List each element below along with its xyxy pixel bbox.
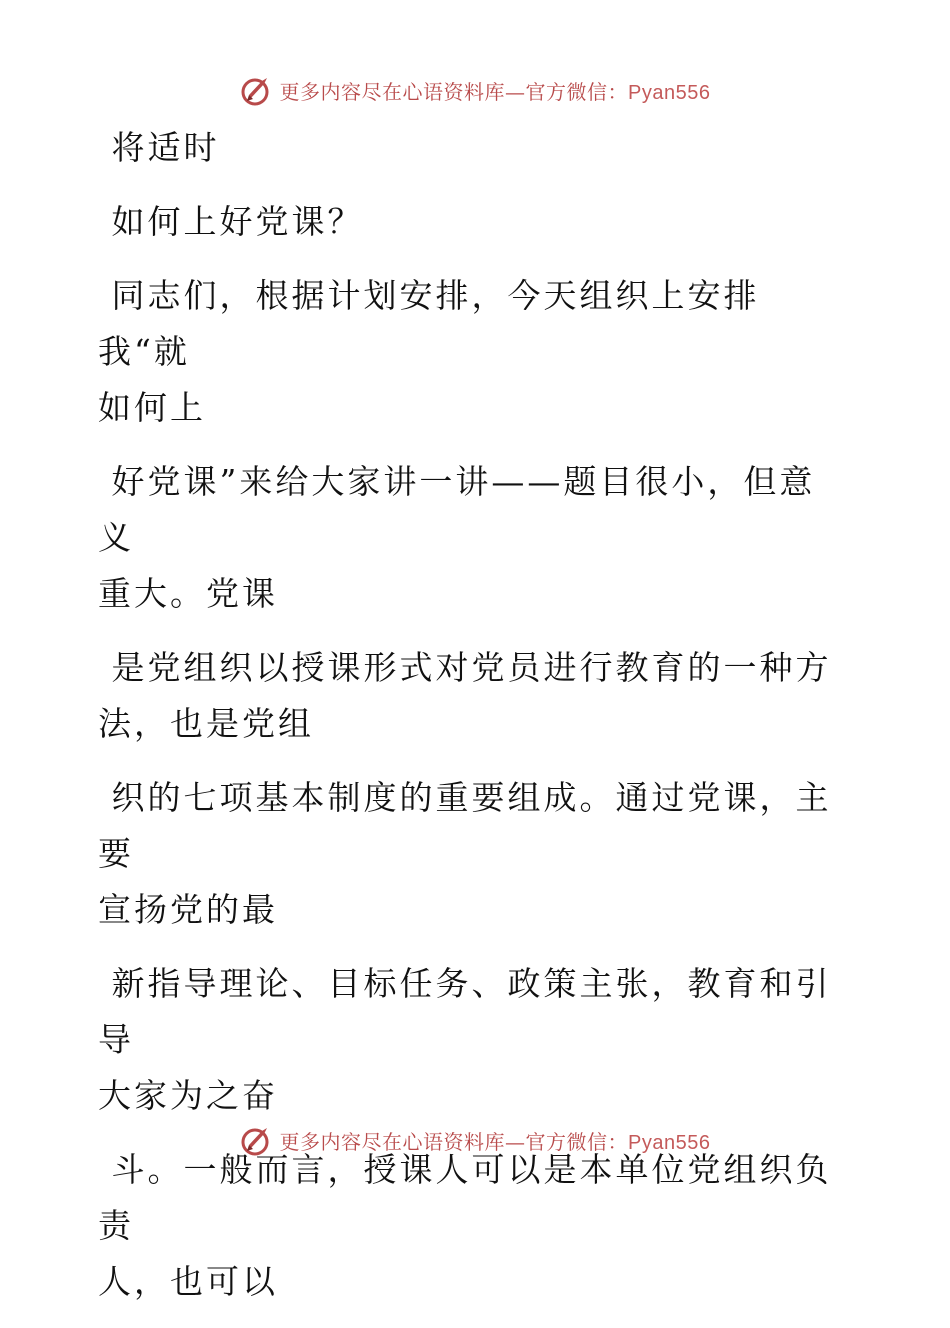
paragraph-line: 人，也可以 xyxy=(98,1262,278,1301)
paragraph-line: 是党组织以授课形式对党员进行教育的一种方 xyxy=(98,648,832,687)
paragraph-line: 斗。一般而言，授课人可以是本单位党组织负责 xyxy=(98,1150,832,1245)
paragraph-line: 宣扬党的最 xyxy=(98,890,278,929)
header-banner xyxy=(0,70,950,110)
header-banner-text xyxy=(280,76,711,105)
paragraph xyxy=(98,640,838,752)
paragraph xyxy=(98,956,838,1124)
paragraph-line: 好党课”来给大家讲一讲——题目很小，但意义 xyxy=(98,462,816,557)
paragraph-line: 将适时 xyxy=(98,128,220,167)
paragraph-line: 重大。党课 xyxy=(98,574,278,613)
paragraph-line: 织的七项基本制度的重要组成。通过党课，主要 xyxy=(98,778,832,873)
header-banner-label: 更多内容尽在心语资料库—官方微信： xyxy=(279,79,629,104)
paragraph-line: 法，也是党组 xyxy=(98,704,314,743)
footer-banner-text xyxy=(280,1126,711,1155)
paragraph-line: 同志们，根据计划安排，今天组织上安排我“就 xyxy=(98,276,760,371)
paragraph xyxy=(98,194,838,250)
pen-nib-circle-icon xyxy=(240,1123,274,1157)
paragraph xyxy=(98,454,838,622)
pen-nib-circle-icon xyxy=(240,73,274,107)
paragraph-line: 大家为之奋 xyxy=(98,1076,278,1115)
paragraph xyxy=(98,770,838,938)
footer-banner-label: 更多内容尽在心语资料库—官方微信： xyxy=(279,1129,629,1154)
paragraph-line: 如何上好党课？ xyxy=(98,202,364,241)
footer-banner xyxy=(0,1120,950,1160)
header-wechat-id: Pyan556 xyxy=(628,81,711,104)
paragraph xyxy=(98,268,838,436)
paragraph-line: 新指导理论、目标任务、政策主张，教育和引导 xyxy=(98,964,832,1059)
paragraph xyxy=(98,1142,838,1310)
paragraph-line: 如何上 xyxy=(98,388,206,427)
footer-wechat-id: Pyan556 xyxy=(628,1131,711,1154)
paragraph xyxy=(98,120,838,176)
